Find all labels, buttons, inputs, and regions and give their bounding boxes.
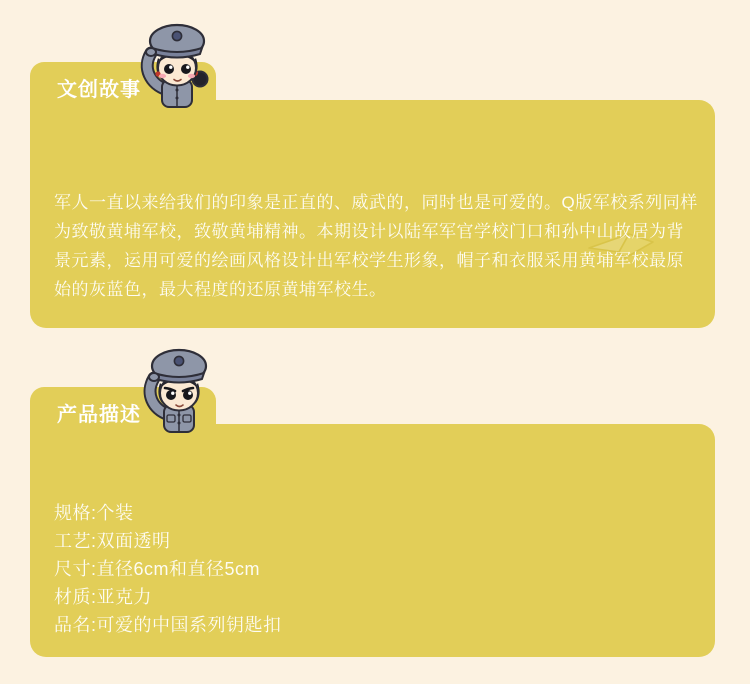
product-card-body [30,424,715,657]
story-paragraph [54,188,698,304]
spec-line: 工艺:双面透明 [54,531,171,551]
spec-line: 尺寸:直径6cm和直径5cm [54,559,261,579]
story-line: 为致敬黄埔军校，致敬黄埔精神。本期设计以陆军军官学校门口和孙中山故居为背 [54,222,684,241]
product-card [30,387,715,657]
spec-line: 品名:可爱的中国系列钥匙扣 [54,615,282,635]
story-line: 军人一直以来给我们的印象是正直的、威武的，同时也是可爱的。Q版军校系列同样 [54,193,698,212]
boy-cadet-mascot-icon [142,347,214,433]
story-card [30,62,715,328]
story-line: 始的灰蓝色，最大程度的还原黄埔军校生。 [54,280,387,299]
spec-line: 材质:亚克力 [54,587,153,607]
spec-line: 规格:个装 [54,503,134,523]
story-line: 景元素，运用可爱的绘画风格设计出军校学生形象，帽子和衣服采用黄埔军校最原 [54,251,684,270]
product-card-title: 产品描述 [57,404,141,426]
story-card-title: 文创故事 [57,79,141,101]
story-card-body [30,100,715,328]
girl-cadet-mascot-icon [136,22,216,108]
product-spec-list [54,499,282,639]
